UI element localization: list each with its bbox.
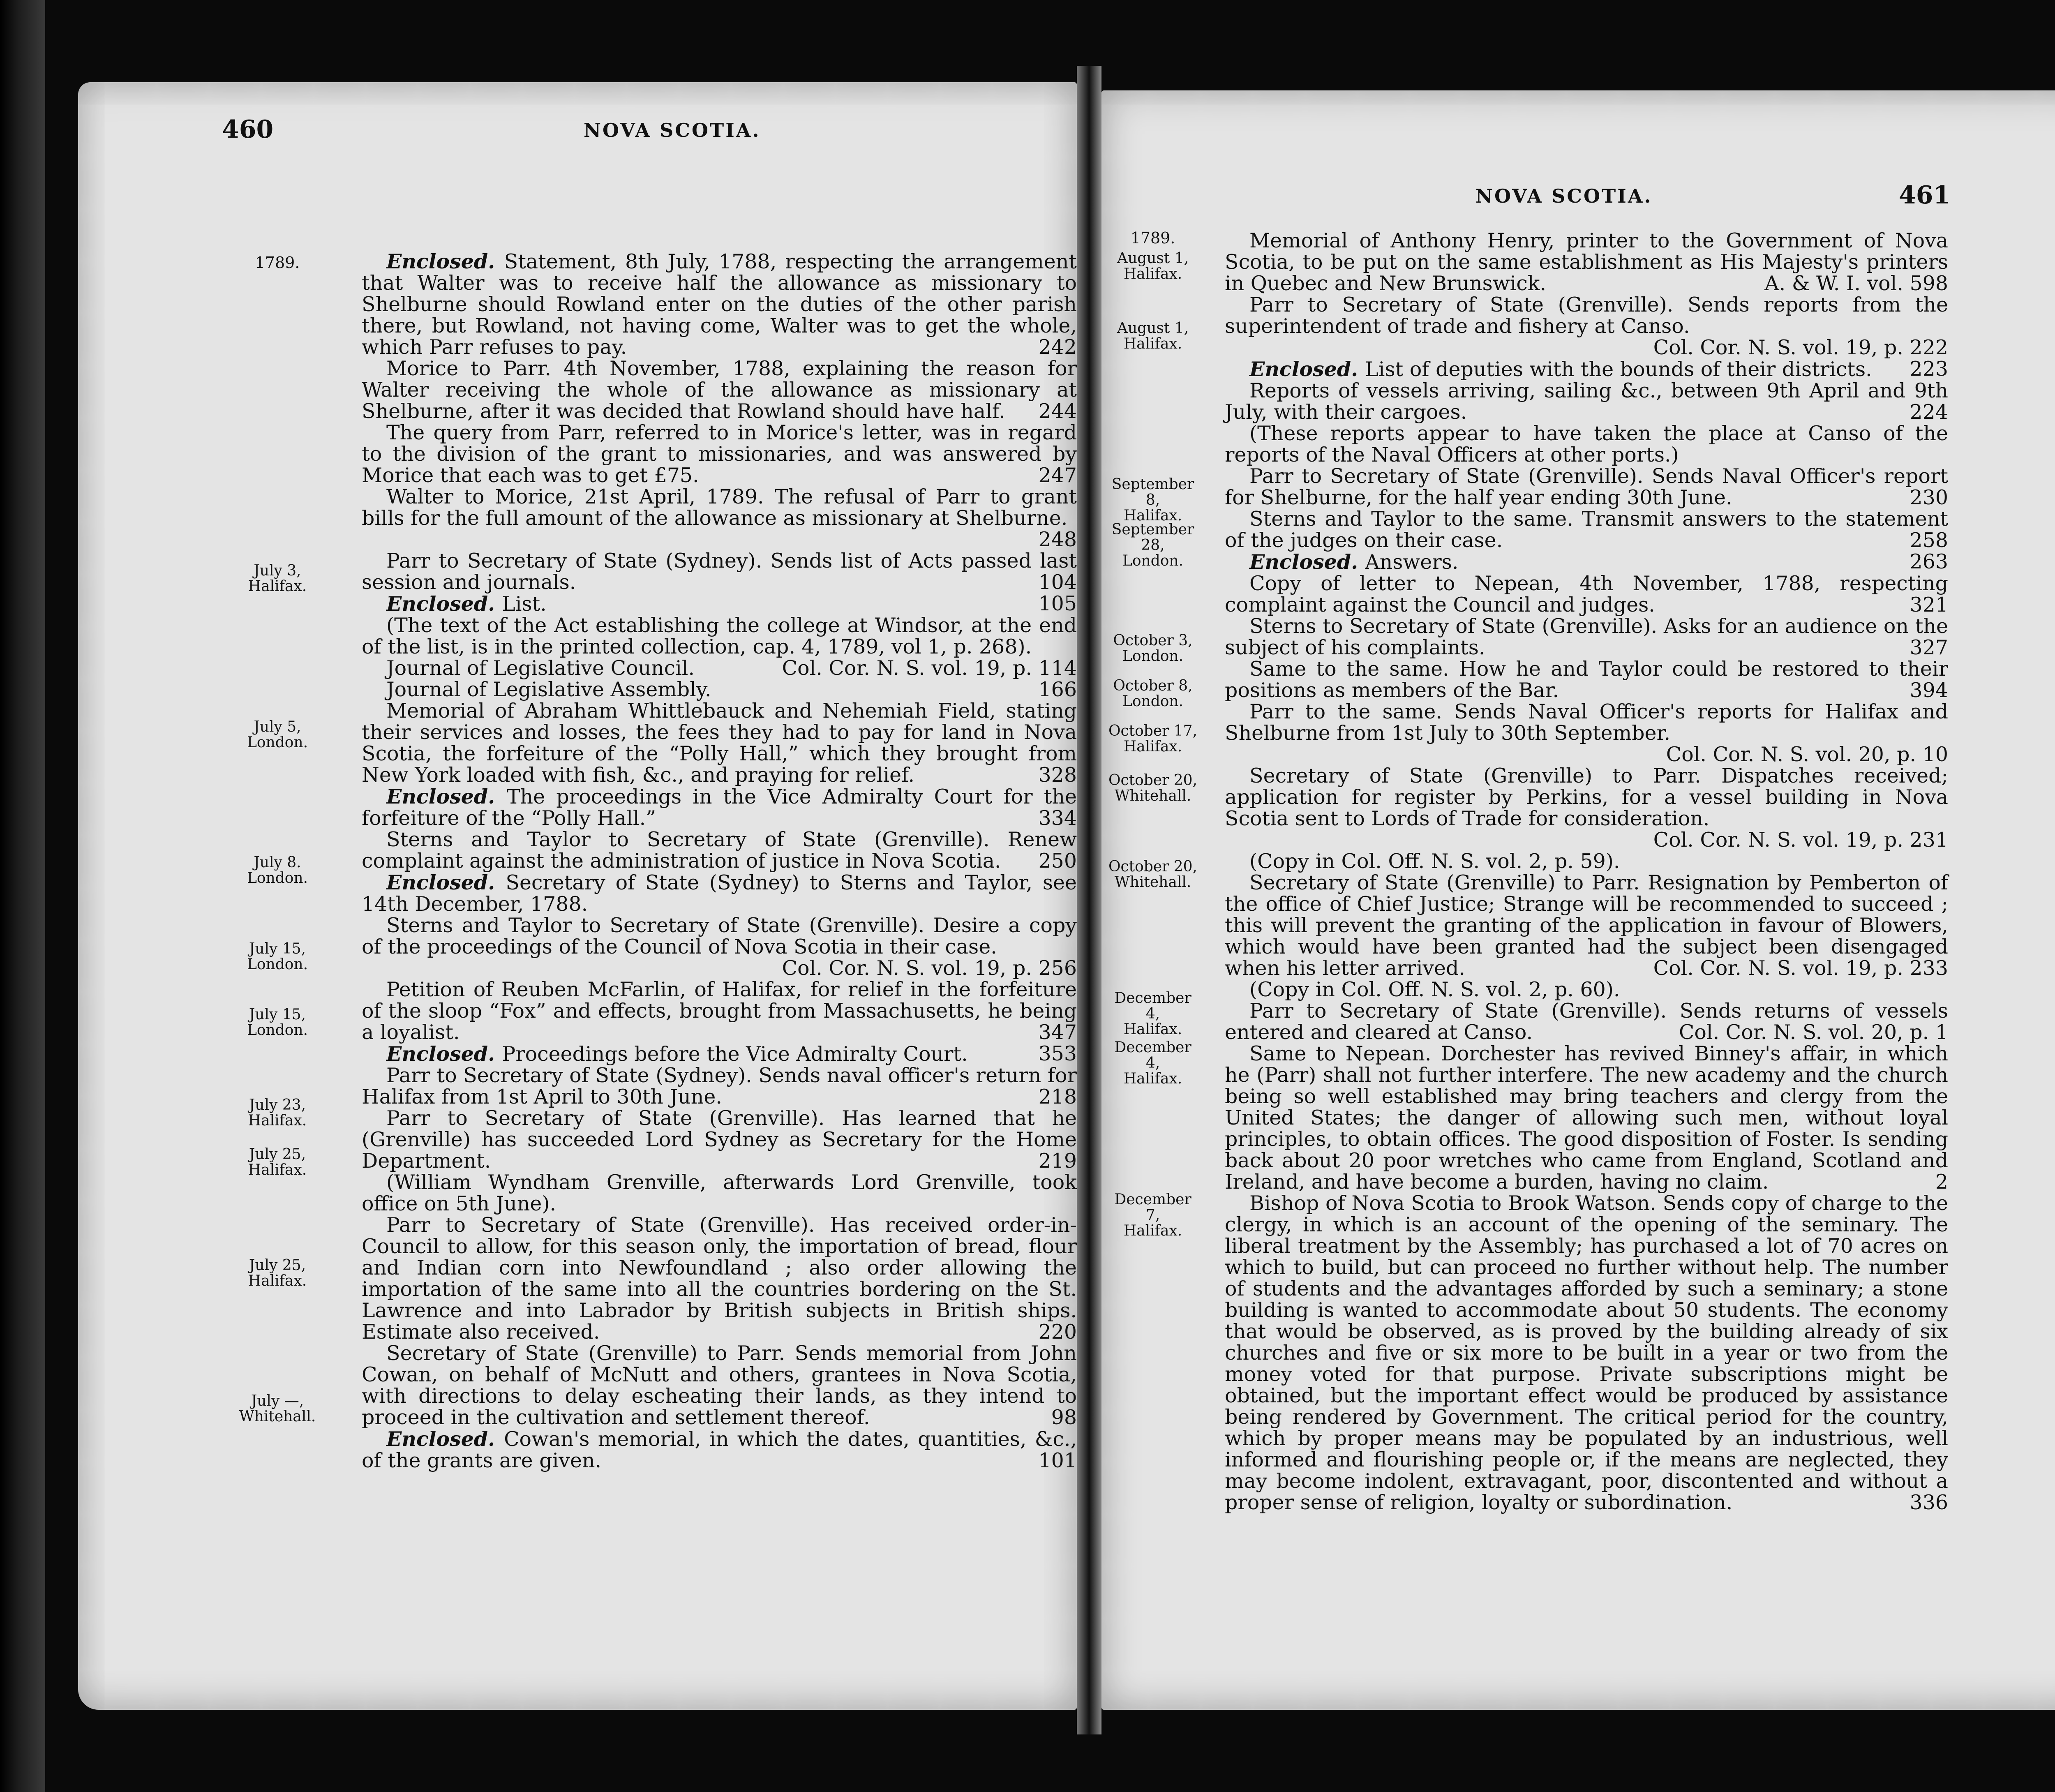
marginal-date bbox=[230, 719, 325, 751]
place-text: Halifax. bbox=[1123, 266, 1182, 282]
place-text: Halifax. bbox=[248, 1162, 307, 1178]
date-text: September 8, bbox=[1111, 476, 1194, 508]
entry-text: (The text of the Act establishing the college at Windsor, at the end of the list, is in the printed collection, cap. 4, 1789, vol 1, p. 268). bbox=[362, 614, 1077, 658]
entry-reference: 2 bbox=[1935, 1170, 1948, 1194]
place-text: Halifax. bbox=[248, 578, 307, 595]
entry-reference: Col. Cor. N. S. vol. 20, p. 1 bbox=[1679, 1021, 1948, 1044]
marginal-date bbox=[1106, 678, 1200, 709]
entry-text: The proceedings in the Vice Admiralty Court for the forfeiture of the “Polly Hall.” bbox=[362, 785, 1077, 830]
entry-text: Memorial of Anthony Henry, printer to the Government of Nova Scotia, to be put on the same establishment as His Majesty's printers in Quebec and New Brunswick. bbox=[1225, 229, 1948, 295]
entry-reference: 258 bbox=[1910, 529, 1948, 552]
left-entry bbox=[362, 486, 1077, 550]
entry-text: (Copy in Col. Off. N. S. vol. 2, p. 59). bbox=[1249, 850, 1620, 873]
right-entry bbox=[1225, 1000, 1948, 1043]
enclosed-label: Enclosed. bbox=[386, 592, 502, 616]
right-entry bbox=[1225, 658, 1948, 701]
entry-reference: 353 bbox=[1038, 1042, 1077, 1065]
entry-text: Statement, 8th July, 1788, respecting the arrangement that Walter was to receive half the allowance as missionary to Shelburne should Rowland enter on the duties of the other parish there, but Rowland, not having come, Walter was to get the whole, which Parr refuses to pay. bbox=[362, 250, 1077, 359]
place-text: Whitehall. bbox=[1114, 874, 1191, 891]
right-page-header: NOVA SCOTIA. bbox=[1475, 185, 1653, 207]
entry-reference: 105 bbox=[1038, 592, 1077, 615]
left-entry bbox=[362, 979, 1077, 1043]
entry-text: Reports of vessels arriving, sailing &c., between 9th April and 9th July, with their cargoes. bbox=[1225, 379, 1948, 424]
entry-reference: 248 bbox=[1038, 528, 1077, 551]
right-entry bbox=[1225, 573, 1948, 616]
date-text: July 25, bbox=[249, 1257, 306, 1274]
enclosed-label: Enclosed. bbox=[1249, 357, 1365, 381]
left-entry bbox=[362, 915, 1077, 979]
right-entry bbox=[1225, 508, 1948, 551]
entry-reference: 250 bbox=[1038, 849, 1077, 873]
entry-text: Memorial of Abraham Whittlebauck and Nehemiah Field, stating their services and losses, the fees they had to pay for land in Nova Scotia, the forfeiture of the “Polly Hall,” which they brought from New York loaded with fish, &c., and praying for relief. bbox=[362, 699, 1077, 787]
entry-reference: 166 bbox=[1038, 678, 1077, 701]
right-page-number: 461 bbox=[1899, 181, 1951, 210]
entry-text: Bishop of Nova Scotia to Brook Watson. Sends copy of charge to the clergy, in which is an account of the opening of the seminary. The liberal treatment by the Assembly; has purchased a lot of 70 acres on which to build, but can proceed no further without help. The number of students and the advantages afforded by such a seminary; a stone building is wanted to accommodate about 50 students. The economy that would be observed, as is proved by the building already of six churches and five or six more to be built in a year or two from the money voted for that purpose. Private subscriptions might be obtained, but the important effect would be produced by assistance being rendered by Government. The critical period for the country, which by proper means may be populated by an industrious, well informed and flourishing people or, if the means are neglected, they may become indolent, extravagant, poor, discontented and without a proper sense of religion, loyalty or subordination. bbox=[1225, 1192, 1948, 1514]
marginal-date bbox=[230, 1097, 325, 1129]
right-entry bbox=[1225, 979, 1948, 1000]
entry-reference: Col. Cor. N. S. vol. 19, p. 233 bbox=[1653, 956, 1948, 980]
right-entry bbox=[1225, 358, 1948, 380]
right-entry bbox=[1225, 851, 1948, 872]
entry-text: List. bbox=[502, 592, 547, 616]
entry-text: Morice to Parr. 4th November, 1788, explaining the reason for Walter receiving the whole of the allowance as missionary at Shelburne, after it was decided that Rowland should have half. bbox=[362, 357, 1077, 423]
date-text: December 7, bbox=[1114, 1191, 1191, 1224]
marginal-date bbox=[1106, 1192, 1200, 1239]
left-entry bbox=[362, 1215, 1077, 1343]
entry-text: (These reports appear to have taken the place at Canso of the reports of the Naval Officers at other ports.) bbox=[1225, 422, 1948, 466]
entry-text: Cowan's memorial, in which the dates, quantities, &c., of the grants are given. bbox=[362, 1427, 1077, 1472]
entry-text: Secretary of State (Grenville) to Parr. Sends memorial from John Cowan, on behalf of McNutt and others, grantees in Nova Scotia, with directions to delay escheating their lands, as they intend to proceed in the cultivation and settlement thereof. bbox=[362, 1342, 1077, 1429]
place-text: Halifax. bbox=[1123, 1021, 1182, 1038]
right-entry bbox=[1225, 701, 1948, 765]
place-text: Halifax. bbox=[1123, 1222, 1182, 1239]
entry-text: Sterns and Taylor to Secretary of State (Grenville). Desire a copy of the proceedings of the Council of Nova Scotia in their case. bbox=[362, 914, 1077, 958]
right-entry bbox=[1225, 765, 1948, 851]
entry-reference: 224 bbox=[1910, 400, 1948, 424]
entry-text: Sterns and Taylor to the same. Transmit answers to the statement of the judges on their case. bbox=[1225, 507, 1948, 552]
date-text: July 15, bbox=[249, 940, 306, 957]
date-text: July 25, bbox=[249, 1146, 306, 1163]
entry-text: The query from Parr, referred to in Morice's letter, was in regard to the division of the grant to missionaries, and was answered by Morice that each was to get £75. bbox=[362, 421, 1077, 487]
left-entry bbox=[362, 1428, 1077, 1471]
right-entry bbox=[1225, 466, 1948, 508]
right-year: 1789. bbox=[1130, 229, 1175, 247]
entry-reference: Col. Cor. N. S. vol. 19, p. 222 bbox=[1653, 336, 1948, 359]
entry-reference: A. & W. I. vol. 598 bbox=[1764, 272, 1948, 295]
entry-reference: 263 bbox=[1910, 550, 1948, 573]
date-text: July —, bbox=[251, 1392, 304, 1409]
enclosed-label: Enclosed. bbox=[386, 1427, 504, 1451]
left-year: 1789. bbox=[255, 254, 300, 272]
entry-text: Answers. bbox=[1365, 550, 1459, 574]
date-text: July 8. bbox=[254, 854, 301, 871]
place-text: London. bbox=[1122, 693, 1184, 710]
date-text: July 23, bbox=[249, 1097, 306, 1113]
entry-reference: 220 bbox=[1038, 1320, 1077, 1344]
entry-reference: 327 bbox=[1910, 636, 1948, 659]
entry-text: Walter to Morice, 21st April, 1789. The refusal of Parr to grant bills for the full amount of the allowance as missionary at Shelburne. bbox=[362, 485, 1077, 530]
marginal-date bbox=[230, 1147, 325, 1178]
entry-text: List of deputies with the bounds of their districts. bbox=[1365, 358, 1872, 381]
entry-reference: 347 bbox=[1038, 1021, 1077, 1044]
place-text: London. bbox=[247, 734, 308, 751]
enclosed-label: Enclosed. bbox=[1249, 550, 1365, 574]
left-entry bbox=[362, 679, 1077, 700]
entry-text: Petition of Reuben McFarlin, of Halifax, for relief in the forfeiture of the sloop “Fox” and effects, brought from Massachusetts, he being a loyalist. bbox=[362, 978, 1077, 1044]
date-text: September 28, bbox=[1111, 521, 1194, 554]
entry-text: Secretary of State (Grenville) to Parr. Dispatches received; application for register by Perkins, for a vessel building in Nova Scotia sent to Lords of Trade for consideration. bbox=[1225, 764, 1948, 830]
entry-text: Parr to Secretary of State (Grenville). Sends Naval Officer's report for Shelburne, for the half year ending 30th June. bbox=[1225, 464, 1948, 509]
place-text: Halifax. bbox=[1123, 507, 1182, 524]
entry-reference: 98 bbox=[1051, 1406, 1077, 1429]
left-entry bbox=[362, 358, 1077, 422]
entry-text: Parr to Secretary of State (Grenville). Has received order-in-Council to allow, for this season only, the importation of bread, flour and Indian corn into Newfoundland ; also order allowing the importation of the same into all the countries bordering on the St. Lawrence and into Labrador by British subjects in British ships. Estimate also received. bbox=[362, 1213, 1077, 1344]
marginal-date bbox=[1106, 1040, 1200, 1087]
left-entry bbox=[362, 251, 1077, 358]
date-text: July 15, bbox=[249, 1006, 306, 1023]
entry-reference: 244 bbox=[1038, 400, 1077, 423]
right-entry bbox=[1225, 294, 1948, 358]
left-page-number: 460 bbox=[222, 115, 274, 144]
date-text: October 20, bbox=[1108, 858, 1198, 875]
left-entry bbox=[362, 1043, 1077, 1065]
entry-reference: Col. Cor. N. S. vol. 19, p. 114 bbox=[782, 656, 1077, 680]
entry-text: Copy of letter to Nepean, 4th November, 1788, respecting complaint against the Council and judges. bbox=[1225, 572, 1948, 617]
entry-text: (William Wyndham Grenville, afterwards Lord Grenville, took office on 5th June). bbox=[362, 1171, 1077, 1215]
right-entries bbox=[1225, 230, 1948, 1513]
entry-text: Sterns and Taylor to Secretary of State (Grenville). Renew complaint against the administration of justice in Nova Scotia. bbox=[362, 828, 1077, 873]
place-text: London. bbox=[1122, 648, 1184, 665]
right-entry bbox=[1225, 230, 1948, 294]
marginal-date bbox=[230, 855, 325, 886]
left-entry bbox=[362, 700, 1077, 786]
place-text: London. bbox=[247, 870, 308, 887]
enclosed-label: Enclosed. bbox=[386, 249, 504, 273]
entry-reference: 230 bbox=[1910, 486, 1948, 509]
date-text: December 4, bbox=[1114, 1039, 1191, 1072]
entry-text: Journal of Legislative Assembly. bbox=[386, 678, 711, 701]
left-entries bbox=[362, 251, 1077, 1471]
place-text: Whitehall. bbox=[1114, 787, 1191, 804]
date-text: October 8, bbox=[1113, 677, 1193, 694]
entry-reference: 336 bbox=[1910, 1491, 1948, 1514]
entry-text: (Copy in Col. Off. N. S. vol. 2, p. 60). bbox=[1249, 978, 1620, 1001]
entry-text: Parr to Secretary of State (Sydney). Sends naval officer's return for Halifax from 1st April to 30th June. bbox=[362, 1064, 1077, 1108]
entry-reference: 321 bbox=[1910, 593, 1948, 617]
marginal-date bbox=[230, 1007, 325, 1038]
place-text: London. bbox=[1122, 552, 1184, 569]
left-entry bbox=[362, 422, 1077, 486]
entry-reference: Col. Cor. N. S. vol. 19, p. 231 bbox=[1653, 828, 1948, 852]
entry-text: Secretary of State (Sydney) to Sterns and Taylor, see 14th December, 1788. bbox=[362, 871, 1077, 916]
entry-reference: 101 bbox=[1038, 1449, 1077, 1472]
entry-text: Parr to Secretary of State (Sydney). Sends list of Acts passed last session and journals. bbox=[362, 549, 1077, 594]
left-entry bbox=[362, 1108, 1077, 1172]
left-entry bbox=[362, 829, 1077, 872]
marginal-date bbox=[1106, 859, 1200, 890]
left-entry bbox=[362, 550, 1077, 593]
marginal-date bbox=[1106, 251, 1200, 282]
entry-text: Parr to Secretary of State (Grenville). Sends reports from the superintendent of trade and fishery at Canso. bbox=[1225, 293, 1948, 338]
place-text: London. bbox=[247, 1022, 308, 1039]
marginal-date bbox=[230, 1393, 325, 1425]
marginal-date bbox=[1106, 522, 1200, 569]
entry-text: Same to the same. How he and Taylor could be restored to their positions as members of the Bar. bbox=[1225, 657, 1948, 702]
place-text: London. bbox=[247, 956, 308, 973]
entry-reference: 334 bbox=[1038, 806, 1077, 830]
book-spine bbox=[0, 0, 45, 1792]
place-text: Halifax. bbox=[248, 1272, 307, 1289]
date-text: July 3, bbox=[254, 562, 301, 579]
marginal-date bbox=[1106, 477, 1200, 524]
entry-reference: 219 bbox=[1038, 1149, 1077, 1173]
right-entry bbox=[1225, 616, 1948, 658]
place-text: Halifax. bbox=[1123, 738, 1182, 755]
enclosed-label: Enclosed. bbox=[386, 871, 506, 894]
right-entry bbox=[1225, 380, 1948, 423]
entry-reference: 247 bbox=[1038, 464, 1077, 487]
enclosed-label: Enclosed. bbox=[386, 1042, 502, 1066]
left-entry bbox=[362, 658, 1077, 679]
right-entry bbox=[1225, 1193, 1948, 1513]
marginal-date bbox=[230, 563, 325, 594]
marginal-date bbox=[1106, 723, 1200, 755]
right-entry bbox=[1225, 551, 1948, 573]
entry-reference: Col. Cor. N. S. vol. 19, p. 256 bbox=[782, 956, 1077, 980]
left-entry bbox=[362, 615, 1077, 658]
book-gutter bbox=[1077, 66, 1101, 1734]
marginal-date bbox=[1106, 773, 1200, 804]
entry-text: Parr to the same. Sends Naval Officer's reports for Halifax and Shelburne from 1st July to 30th September. bbox=[1225, 700, 1948, 745]
entry-reference: 394 bbox=[1910, 679, 1948, 702]
date-text: August 1, bbox=[1117, 250, 1189, 267]
entry-text: Parr to Secretary of State (Grenville). Sends returns of vessels entered and cleared at Canso. bbox=[1225, 999, 1948, 1044]
date-text: October 20, bbox=[1108, 772, 1198, 789]
date-text: October 3, bbox=[1113, 632, 1193, 649]
place-text: Halifax. bbox=[1123, 335, 1182, 352]
entry-reference: 218 bbox=[1038, 1085, 1077, 1108]
entry-reference: 104 bbox=[1038, 570, 1077, 594]
entry-text: Same to Nepean. Dorchester has revived Binney's affair, in which he (Parr) shall not further interfere. The new academy and the church being so well established may bring teachers and clergy from the United States; the danger of allowing such men, without loyal principles, to obtain offices. The good disposition of Foster. Is sending back about 20 poor wretches who came from England, Scotland and Ireland, and have become a burden, having no claim. bbox=[1225, 1042, 1948, 1194]
place-text: Halifax. bbox=[248, 1112, 307, 1129]
left-entry bbox=[362, 1065, 1077, 1108]
marginal-date bbox=[1106, 991, 1200, 1037]
right-entry bbox=[1225, 423, 1948, 466]
entry-text: Parr to Secretary of State (Grenville). Has learned that he (Grenville) has succeeded Lord Sydney as Secretary for the Home Department. bbox=[362, 1106, 1077, 1173]
date-text: August 1, bbox=[1117, 320, 1189, 337]
date-text: December 4, bbox=[1114, 990, 1191, 1022]
right-entry bbox=[1225, 1043, 1948, 1193]
left-entry bbox=[362, 786, 1077, 829]
place-text: Halifax. bbox=[1123, 1070, 1182, 1087]
entry-text: Sterns to Secretary of State (Grenville). Asks for an audience on the subject of his complaints. bbox=[1225, 614, 1948, 659]
left-entry bbox=[362, 872, 1077, 915]
entry-text: Proceedings before the Vice Admiralty Court. bbox=[502, 1042, 968, 1066]
entry-reference: 242 bbox=[1038, 335, 1077, 359]
left-entry bbox=[362, 593, 1077, 615]
enclosed-label: Enclosed. bbox=[386, 785, 507, 808]
left-entry bbox=[362, 1172, 1077, 1215]
right-entry bbox=[1225, 872, 1948, 979]
marginal-date bbox=[1106, 321, 1200, 352]
entry-reference: 223 bbox=[1910, 357, 1948, 381]
marginal-date bbox=[1106, 633, 1200, 664]
entry-text: Journal of Legislative Council. bbox=[386, 656, 695, 680]
entry-reference: 328 bbox=[1038, 763, 1077, 787]
entry-text: Secretary of State (Grenville) to Parr. Resignation by Pemberton of the office of Chief Justice; Strange will be recommended to succeed ; this will prevent the granting of the application in favour of Blowers, which would have been granted had the subject been disengaged when his letter arrived. bbox=[1225, 871, 1948, 980]
left-page-header: NOVA SCOTIA. bbox=[584, 119, 761, 141]
entry-reference: Col. Cor. N. S. vol. 20, p. 10 bbox=[1666, 743, 1948, 766]
date-text: October 17, bbox=[1108, 723, 1198, 739]
left-entry bbox=[362, 1343, 1077, 1428]
marginal-date bbox=[230, 1258, 325, 1289]
date-text: July 5, bbox=[254, 718, 301, 735]
marginal-date bbox=[230, 941, 325, 972]
place-text: Whitehall. bbox=[239, 1408, 316, 1425]
